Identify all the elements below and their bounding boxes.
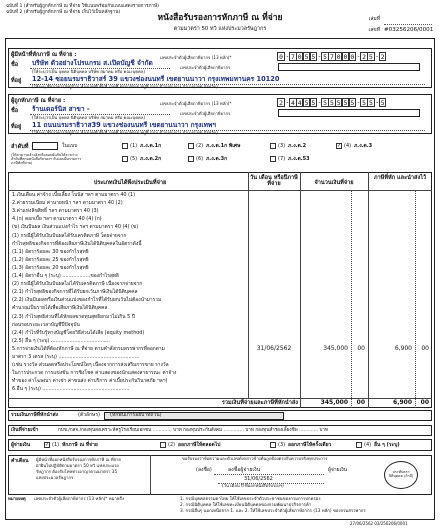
income-type-row: 1.เงินเดือน ค่าจ้าง เบี้ยเลี้ยง โบนัส ฯลฯ ตามมาตรา 40 (1) bbox=[12, 192, 136, 198]
income-type-row: (2) กรณีผู้ได้รับเงินปันผลไม่ได้รับเครดิตภาษี เนื่องจากจ่ายจาก bbox=[12, 281, 143, 288]
total-words-value: (หกพันเก้าร้อยบาทถ้วน) bbox=[110, 412, 162, 418]
payee-taxid-digit-separator: - bbox=[286, 99, 289, 106]
payer-taxid-digit: 0 bbox=[279, 53, 284, 61]
payer-taxid-digit: 5 bbox=[304, 53, 309, 61]
col-header-tax: ภาษีที่หัก และนำส่งไว้ bbox=[373, 175, 427, 181]
payer-taxid-digit: 2 bbox=[362, 53, 366, 61]
form-type-number: (6) bbox=[196, 155, 204, 162]
form-type-label: ภ.ง.ด.2ก bbox=[140, 155, 162, 162]
order-field[interactable] bbox=[32, 142, 58, 150]
col-header-date: วัน เดือน หรือปีภาษี ที่จ่าย bbox=[250, 175, 298, 188]
payee-taxid-digit-separator: - bbox=[357, 99, 360, 106]
payer-taxid-digit: 7 bbox=[329, 53, 334, 61]
income-type-row: (2.3) กำไรสุทธิส่วนที่ได้หักผลขาดทุนสุทธิยกมาไม่เกิน 5 ปี bbox=[12, 313, 135, 320]
payee-address: 11 ถนนนรมราธิวาส39 แขวงช่องนนทรี เขตยานนาวา กรุงเทพฯ bbox=[32, 121, 217, 129]
income-type-row: (1.1) อัตราร้อยละ 30 ของกำไรสุทธิ bbox=[12, 248, 89, 255]
income-type-row: (1) กรณีผู้ได้รับเงินปันผลได้รับเครดิตภาษี โดยจ่ายจาก bbox=[12, 232, 127, 239]
page-subtitle: ตามมาตรา 50 ทวิ แห่งประมวลรัษฎากร bbox=[173, 26, 267, 32]
payee-taxid-digit: 5 bbox=[362, 99, 366, 107]
payer-addr-hint: (ให้ระบุ ชื่ออาคาร/หมู่บ้าน ห้องเลขที่ ชั้นที่ เลขที่ ตรอก/ซอย หมู่ที่ ถนน ตำบล/แขวง อำเภอ/เขต จังหวัด) bbox=[32, 83, 218, 89]
payee-name: ร้านเดอร์นิส สาขา - bbox=[32, 105, 90, 113]
income-type-row: (2.1) กำไรสุทธิของกิจการที่ได้รับยกเว้นภาษีเงินได้นิติบุคคล bbox=[12, 289, 138, 296]
issue-date: 31/06/2562 bbox=[244, 476, 273, 482]
payee-taxid2-field bbox=[278, 109, 420, 117]
form-type-number: (7) bbox=[278, 155, 286, 162]
payee-taxid2-label: เลขประจำตัวผู้เสียภาษีอากร bbox=[180, 111, 231, 116]
income-type-row: ก่อนรอบระยะเวลาบัญชีปีปัจจุบัน bbox=[12, 321, 80, 328]
warning-line-1: ผู้มีหน้าที่ออกหนังสือรับรองการหักภาษี ณ ที่จ่าย bbox=[36, 457, 121, 462]
payee-taxid-digit-separator: - bbox=[318, 99, 321, 106]
payee-taxid-digit: 5 bbox=[336, 99, 341, 107]
payer-taxid-digit: 5 bbox=[311, 53, 316, 61]
payer-taxid2-label: เลขประจำตัวผู้เสียภาษีอากร bbox=[180, 65, 231, 70]
income-type-row: ในการประกวด การแข่งขัน การชิงโชค ค่าแสดงของนักแสดงสาธารณะ ค่าจ้าง bbox=[12, 370, 177, 377]
entry-amount-satang: 00 bbox=[357, 345, 365, 352]
payee-section-label: ผู้ถูกหักภาษี ณ ที่จ่าย : bbox=[11, 98, 66, 104]
form-type-label: ภ.ง.ด.2 bbox=[288, 142, 307, 149]
amount-satang-divider bbox=[351, 190, 352, 408]
income-type-row: 6.อื่น ๆ (ระบุ) ........................................................ bbox=[12, 386, 130, 393]
order-label: ลำดับที่ bbox=[11, 144, 29, 150]
payer-taxid-digit-separator: - bbox=[357, 53, 360, 60]
issue-date-hint: (วัน เดือน ปี ที่ออกหนังสือรับรองฯ) bbox=[222, 483, 284, 488]
payee-taxid-digit: 5 bbox=[368, 99, 373, 107]
payer-taxid-digits bbox=[278, 52, 386, 61]
form-type-checkbox[interactable] bbox=[122, 143, 128, 149]
income-type-row: (1.4) อัตราอื่น ๆ (ระบุ) ..................ของกำไรสุทธิ bbox=[12, 273, 120, 279]
document-number: #03256206/0001 bbox=[384, 27, 434, 33]
income-type-row: (1.3) อัตราร้อยละ 20 ของกำไรสุทธิ bbox=[12, 264, 89, 271]
income-type-row: ทำของ ค่าโฆษณา ค่าเช่า ค่าขนส่ง ค่าบริการ ค่าเบี้ยประกันวินาศภัย ฯลฯ) bbox=[12, 378, 168, 385]
payer-taxid-digit: 5 bbox=[368, 53, 373, 61]
payee-taxid-digit: 5 bbox=[304, 99, 309, 107]
payer-taxid-digit-separator: - bbox=[286, 53, 289, 60]
certify-text: ขอรับรองว่าข้อความและตัวเลขดังกล่าวข้างต้นถูกต้องตรงกับความจริงทุกประการ bbox=[182, 456, 328, 461]
payee-taxid-digit: 5 bbox=[311, 99, 316, 107]
col-divider-date bbox=[248, 172, 249, 398]
payer-name-hint: (ให้ระบุว่าเป็น บุคคล นิติบุคคล บริษัท สมาคม หรือ คณะบุคคล) bbox=[32, 69, 146, 74]
payer-taxid-digit: 0 bbox=[343, 53, 348, 61]
form-type-number: (2) bbox=[196, 142, 204, 149]
order-note: (ให้สามารถอ้างอิงหรือสอบยันกันได้ระหว่างลำดับที่ตามหนังสือรับรองฯ กับแบบยื่นรายการภาษีหักที่จ่าย) bbox=[11, 153, 82, 166]
payee-taxid-digit: 5 bbox=[323, 99, 328, 107]
payee-name-hint: (ให้ระบุว่าเป็น บุคคล นิติบุคคล บริษัท สมาคม หรือ คณะบุคคล) bbox=[32, 115, 146, 120]
payer-addr-label: ที่อยู่ bbox=[11, 78, 22, 84]
payer-taxid-digit-separator: - bbox=[318, 53, 321, 60]
warning-line-2: ฝ่าฝืนไม่ปฏิบัติตามมาตรา 50 ทวิ แห่งประมวล bbox=[36, 463, 119, 468]
form-type-label: ภ.ง.ด.3 bbox=[354, 142, 373, 149]
copy-2-note: ฉบับที่ 2 (สำหรับผู้ถูกหักภาษี ณ ที่จ่าย เก็บไว้เป็นหลักฐาน) bbox=[6, 10, 121, 15]
form-type-checkbox[interactable] bbox=[122, 156, 128, 162]
form-type-checkbox[interactable]: ✓ bbox=[337, 143, 342, 149]
payee-taxid-digit: 4 bbox=[290, 99, 295, 107]
income-type-row: 4.(ก) ดอกเบี้ย ฯลฯ ตามมาตรา 40 (4) (ก) bbox=[12, 216, 102, 223]
payer-taxid-digit: 0 bbox=[350, 53, 355, 61]
payer-type-label: ออกภาษีให้ครั้งเดียว bbox=[288, 441, 332, 448]
payee-taxid-digit: 5 bbox=[380, 99, 385, 107]
payee-addr-label: ที่อยู่ bbox=[11, 124, 22, 130]
payer-type-checkbox[interactable]: ✓ bbox=[45, 442, 50, 448]
payee-taxid-digit: 5 bbox=[329, 99, 334, 107]
tax-satang-divider bbox=[415, 190, 416, 408]
payee-taxid-digit: 2 bbox=[279, 99, 284, 107]
payer-word: ผู้จ่ายเงิน bbox=[328, 467, 348, 473]
payee-addr-hint: (ให้ระบุ ชื่ออาคาร/หมู่บ้าน ห้องเลขที่ ชั้นที่ เลขที่ ตรอก/ซอย หมู่ที่ ถนน ตำบล/แขวง อำเภอ/เขต จังหวัด) bbox=[32, 129, 218, 135]
income-type-row: 3.ค่าแห่งลิขสิทธิ์ ฯลฯ ตามมาตรา 40 (3) bbox=[12, 208, 99, 215]
income-type-row: (2.2) เงินปันผลหรือเงินส่วนแบ่งของกำไรที่ได้รับยกเว้นไม่ต้องนำมารวม bbox=[12, 297, 162, 304]
printed-stamp: 27/06/2562 03/256206/0001 bbox=[350, 521, 408, 526]
form-type-number: (3) bbox=[278, 142, 286, 149]
total-words-label: รวมเงินภาษีที่หักนำส่ง bbox=[11, 412, 59, 418]
page-title: หนังสือรับรองการหักภาษี ณ ที่จ่าย bbox=[157, 13, 283, 23]
col-divider-tax bbox=[368, 172, 369, 408]
form-type-number: (4) bbox=[344, 142, 352, 149]
income-type-row: (2.5) อื่น ๆ (ระบุ) ...................................... bbox=[12, 337, 110, 344]
form-type-label: ภ.ง.ด.3ก bbox=[206, 155, 228, 162]
form-type-label: ภ.ง.ด.53 bbox=[288, 155, 310, 162]
payer-name: บริษัท ตัวอย่างโปรแกรม ส.เปิดบัญชี จำกัด bbox=[32, 59, 153, 67]
total-tax: 6,900 bbox=[393, 399, 412, 406]
form-type-number: (5) bbox=[130, 155, 138, 162]
payer-type-number: (2) bbox=[168, 441, 176, 448]
payer-address: 12-14 ซอยนรมราธิวาสร์ 39 แขวงช่องนนทรี เขตยานนาวา กรุงเทพมหานคร 10120 bbox=[32, 75, 280, 83]
income-type-row: คำนวณเป็นรายได้เพื่อเสียภาษีเงินได้นิติบุคคล bbox=[12, 305, 108, 312]
payer-name-label: ชื่อ bbox=[11, 62, 19, 68]
payer-taxid-digit: 2 bbox=[380, 53, 385, 61]
footnote-label: หมายเหตุ bbox=[8, 497, 26, 502]
warning-line-3: รัษฎากร ต้องรับโทษทางอาญาตามมาตรา 35 bbox=[36, 469, 118, 474]
payee-taxid-digit: 5 bbox=[343, 99, 348, 107]
entry-tax-satang: 00 bbox=[421, 345, 429, 352]
warning-line-4: แห่งประมวลรัษฎากร bbox=[36, 475, 74, 480]
book-value-line bbox=[384, 24, 432, 25]
income-type-row: (เช่น รางวัล ส่วนลดหรือประโยชน์ใดๆ เนื่องจากการส่งเสริมการขาย รางวัล bbox=[12, 362, 169, 369]
form-type-checkbox[interactable] bbox=[270, 156, 276, 162]
entry-tax: 6,900 bbox=[394, 345, 412, 352]
form-type-label: ภ.ง.ด.1ก พิเศษ bbox=[206, 142, 241, 149]
payer-taxid2-field bbox=[278, 63, 420, 71]
payer-type-checkbox[interactable] bbox=[160, 442, 166, 448]
payer-type-checkbox[interactable] bbox=[356, 442, 362, 448]
payer-taxid-label: เลขประจำตัวผู้เสียภาษีอากร (13 หลัก)* bbox=[160, 55, 232, 60]
payer-type-number: (4) bbox=[364, 441, 372, 448]
payer-type-label: ออกภาษีให้ตลอดไป bbox=[178, 441, 221, 448]
footnote-1: 1. กรณีบุคคลธรรมดาไทย ให้ใช้เลขประจำตัวประชาชนของกรมการปกครอง bbox=[180, 497, 321, 502]
total-words-hint: (ตัวอักษร) bbox=[78, 412, 100, 418]
payer-type-number: (1) bbox=[52, 441, 60, 448]
payee-taxid-digit: 4 bbox=[297, 99, 302, 107]
payer-type-label: ผู้จ่ายเงิน bbox=[11, 442, 31, 448]
form-type-number: (1) bbox=[130, 142, 138, 149]
payer-type-number: (3) bbox=[278, 441, 286, 448]
income-type-row: (1.2) อัตราร้อยละ 25 ของกำไรสุทธิ bbox=[12, 256, 89, 263]
payer-taxid-digit: 0 bbox=[336, 53, 341, 61]
payer-type-label: อื่น ๆ (ระบุ) bbox=[374, 441, 400, 448]
total-label: รวมเงินที่จ่ายและภาษีที่หักนำส่ง bbox=[221, 400, 298, 406]
total-amount: 345,000 bbox=[320, 399, 348, 406]
footnote-3: 3. กรณีอื่นๆ นอกเหนือจาก 1. และ 2. ให้ใช้เลขประจำตัวผู้เสียภาษีอากร (13 หลัก) ของกรมสรรพากร bbox=[180, 509, 366, 514]
col-divider-amount bbox=[300, 172, 301, 408]
payee-taxid-digit: 5 bbox=[350, 99, 355, 107]
income-type-row: 2.ค่าธรรมเนียม ค่านายหน้า ฯลฯ ตามมาตรา 40 (2) bbox=[12, 200, 123, 207]
payer-taxid-digit: 5 bbox=[323, 53, 328, 61]
entry-amount: 345,000 bbox=[323, 345, 348, 352]
payee-name-label: ชื่อ bbox=[11, 108, 19, 114]
form-type-label: ภ.ง.ด.1ก bbox=[140, 142, 162, 149]
income-type-row: 5.การจ่ายเงินได้ที่ต้องหักภาษี ณ ที่จ่าย ตามคำสั่งกรมสรรพากรที่ออกตาม bbox=[12, 345, 165, 352]
sign-label: (ลงชื่อ) bbox=[196, 467, 212, 473]
income-type-row: กำไรสุทธิของกิจการที่ต้องเสียภาษีเงินได้นิติบุคคลในอัตราดังนี้ bbox=[12, 240, 142, 247]
payer-taxid-digit-separator: - bbox=[375, 53, 379, 60]
form-type-checkbox[interactable] bbox=[270, 143, 276, 149]
form-type-checkbox[interactable] bbox=[188, 143, 194, 149]
number-label: เลขที่ bbox=[368, 27, 380, 33]
income-type-row: (ข) เงินปันผล เงินส่วนแบ่งกำไร ฯลฯ ตามมาตรา 40 (4) (ข) bbox=[12, 224, 139, 231]
fund-text: กบข./กสจ./กองทุนสงเคราะห์ครูโรงเรียนเอกชน ............. บาท กองทุนประกันสังคม .............. บาท กองทุนสำรองเลี้ยงชีพ ............. บาท bbox=[58, 428, 329, 433]
warning-divider bbox=[150, 455, 151, 495]
form-type-checkbox[interactable] bbox=[188, 156, 194, 162]
col-header-type: ประเภทเงินได้พึงประเมินที่จ่าย bbox=[93, 180, 167, 186]
total-amount-satang: 00 bbox=[356, 399, 365, 406]
payer-type-label: หักภาษี ณ ที่จ่าย bbox=[62, 441, 98, 448]
payer-section-label: ผู้มีหน้าที่หักภาษี ณ ที่จ่าย : bbox=[11, 52, 77, 58]
signer-name: ลงชื่อผู้จ่ายเงิน bbox=[228, 466, 261, 473]
fund-label: เงินที่จ่ายเข้า bbox=[11, 427, 39, 433]
payee-taxid-digit-separator: - bbox=[375, 99, 379, 106]
payer-type-checkbox[interactable] bbox=[270, 442, 276, 448]
total-tax-satang: 00 bbox=[420, 399, 429, 406]
col-header-amount: จำนวนเงินที่จ่าย bbox=[314, 180, 354, 186]
income-type-row: มาตรา 3 เตรส (ระบุ) .................................................... bbox=[12, 354, 140, 360]
signature-line bbox=[214, 474, 324, 475]
footnote-2: 2. กรณีนิติบุคคล ให้ใช้เลขทะเบียนนิติบุคคลของกรมพัฒนาธุรกิจการค้า bbox=[180, 503, 312, 508]
footnote-main: เลขประจำตัวผู้เสียภาษีอากร (13 หลัก)* หมายถึง bbox=[34, 497, 125, 502]
payee-taxid-label: เลขประจำตัวผู้เสียภาษีอากร (13 หลัก)* bbox=[160, 101, 232, 106]
seal-hint: ประทับตรา นิติบุคคล (ถ้ามี) bbox=[388, 470, 414, 479]
copy-1-note: ฉบับที่ 1 (สำหรับผู้ถูกหักภาษี ณ ที่จ่าย ใช้แนบพร้อมกับแบบแสดงรายการภาษี) bbox=[6, 4, 159, 9]
total-row-divider bbox=[8, 398, 432, 399]
income-type-row: (2.4) กำไรที่รับรู้ทางบัญชีโดยวิธีส่วนได้เสีย (equity method) bbox=[12, 329, 145, 336]
payer-taxid-digit: 7 bbox=[290, 53, 295, 61]
warning-label: คำเตือน bbox=[11, 458, 29, 464]
order-hint: ในแบบ bbox=[62, 143, 78, 149]
payer-taxid-digit: 0 bbox=[297, 53, 302, 61]
entry-date: 31/06/2562 bbox=[256, 345, 292, 352]
book-label: เล่มที่ bbox=[368, 16, 380, 22]
payee-taxid-digits bbox=[278, 98, 386, 107]
